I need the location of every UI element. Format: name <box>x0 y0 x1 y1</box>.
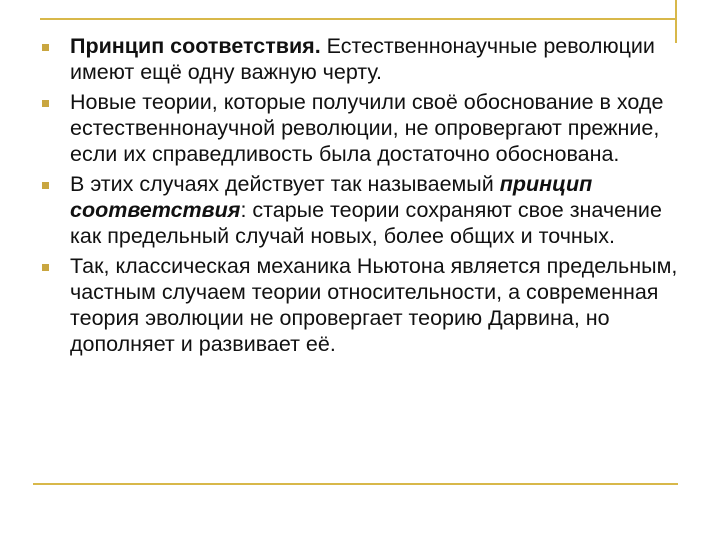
bullet-item-1 <box>40 33 680 85</box>
square-bullet-icon <box>42 182 49 189</box>
bullet-3-emphasis: принцип соответствия <box>70 172 593 222</box>
bullet-3-text-before: В этих случаях действует так называемый <box>70 172 500 196</box>
square-bullet-icon <box>42 264 49 271</box>
bullet-2-text: Новые теории, которые получили своё обоснование в ходе естественнонаучной революции, не опровергают прежние, если их справедливость была достаточно обоснована. <box>70 90 664 166</box>
square-bullet-icon <box>42 44 49 51</box>
bullet-item-3 <box>40 171 680 249</box>
top-divider <box>40 18 675 20</box>
bullet-item-4 <box>40 253 680 357</box>
bullet-4-text: Так, классическая механика Ньютона является предельным, частным случаем теории относительности, а современная теория эволюции не опровергает теорию Дарвина, но дополняет и развивает её. <box>70 254 678 356</box>
bullet-1-heading: Принцип соответствия. <box>70 34 321 58</box>
bottom-divider <box>33 483 678 485</box>
bullet-item-2 <box>40 89 680 167</box>
bullet-list <box>40 33 680 361</box>
square-bullet-icon <box>42 100 49 107</box>
bullet-1-text: Естественнонаучные революции имеют ещё одну важную черту. <box>70 34 655 84</box>
bullet-3-text-after: : старые теории сохраняют свое значение как предельный случай новых, более общих и точных. <box>70 198 662 248</box>
